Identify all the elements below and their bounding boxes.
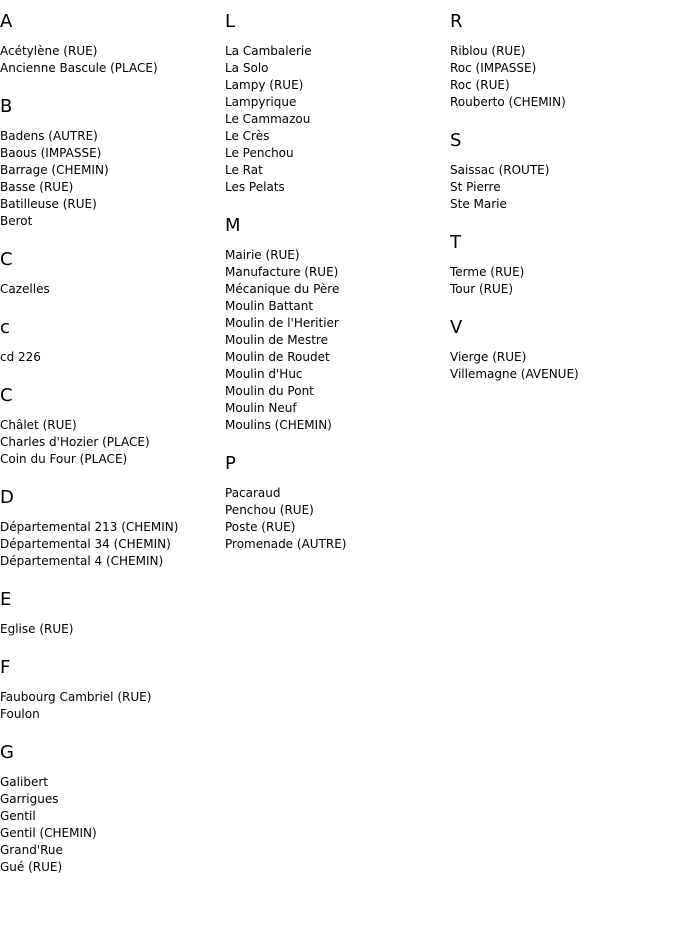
street-list (225, 485, 445, 553)
street-list (0, 689, 220, 723)
letter-heading: A (0, 11, 13, 32)
street-link[interactable]: Ancienne Bascule (PLACE) (0, 61, 158, 75)
letter-heading: T (450, 232, 461, 253)
street-link[interactable]: Moulin d'Huc (225, 367, 303, 381)
street-link[interactable]: Moulin de Mestre (225, 333, 328, 347)
street-link[interactable]: Riblou (RUE) (450, 44, 526, 58)
letter-section (0, 740, 220, 876)
street-link[interactable]: Moulin du Pont (225, 384, 314, 398)
letter-section (0, 485, 220, 570)
letter-heading: M (225, 215, 241, 236)
street-link[interactable]: Lampyrique (225, 95, 297, 109)
street-link[interactable]: Badens (AUTRE) (0, 129, 98, 143)
letter-section (0, 655, 220, 723)
street-link[interactable]: Roc (IMPASSE) (450, 61, 537, 75)
street-link[interactable]: Châlet (RUE) (0, 418, 77, 432)
letter-heading: B (0, 96, 13, 117)
street-link[interactable]: Villemagne (AVENUE) (450, 367, 579, 381)
street-list (0, 519, 220, 570)
letter-heading: P (225, 453, 236, 474)
street-link[interactable]: Mairie (RUE) (225, 248, 300, 262)
street-link[interactable]: La Cambalerie (225, 44, 312, 58)
street-link[interactable]: Promenade (AUTRE) (225, 537, 347, 551)
street-link[interactable]: Roc (RUE) (450, 78, 510, 92)
street-link[interactable]: Vierge (RUE) (450, 350, 527, 364)
street-link[interactable]: Basse (RUE) (0, 180, 74, 194)
letter-heading: C (0, 385, 13, 406)
letter-section (450, 9, 670, 111)
letter-heading: C (0, 249, 13, 270)
street-list (0, 43, 220, 77)
street-link[interactable]: Galibert (0, 775, 48, 789)
letter-heading: c (0, 317, 10, 338)
street-link[interactable]: Gué (RUE) (0, 860, 63, 874)
letter-section (0, 315, 220, 366)
letter-section (0, 94, 220, 230)
street-link[interactable]: Moulin Battant (225, 299, 314, 313)
street-list (450, 162, 670, 213)
street-list (450, 349, 670, 383)
street-link[interactable]: Le Penchou (225, 146, 294, 160)
street-link[interactable]: La Solo (225, 61, 269, 75)
street-link[interactable]: Mécanique du Père (225, 282, 340, 296)
street-link[interactable]: Terme (RUE) (450, 265, 525, 279)
street-index-column-1 (0, 9, 220, 893)
street-list (0, 281, 220, 298)
street-link[interactable]: Gentil (0, 809, 36, 823)
letter-heading: R (450, 11, 463, 32)
letter-section (225, 213, 445, 434)
street-link[interactable]: Pacaraud (225, 486, 281, 500)
street-index-column-2 (225, 9, 445, 570)
letter-heading: S (450, 130, 462, 151)
letter-heading: L (225, 11, 236, 32)
street-link[interactable]: Berot (0, 214, 33, 228)
street-link[interactable]: Eglise (RUE) (0, 622, 74, 636)
street-index-column-3 (450, 9, 670, 400)
street-link[interactable]: Moulin de l'Heritier (225, 316, 339, 330)
street-link[interactable]: Batilleuse (RUE) (0, 197, 97, 211)
street-list (0, 349, 220, 366)
street-link[interactable]: Moulin de Roudet (225, 350, 330, 364)
street-link[interactable]: Départemental 213 (CHEMIN) (0, 520, 179, 534)
street-link[interactable]: Charles d'Hozier (PLACE) (0, 435, 150, 449)
street-link[interactable]: Poste (RUE) (225, 520, 296, 534)
street-link[interactable]: Moulin Neuf (225, 401, 297, 415)
street-link[interactable]: Faubourg Cambriel (RUE) (0, 690, 152, 704)
letter-section (450, 230, 670, 298)
street-link[interactable]: Départemental 34 (CHEMIN) (0, 537, 171, 551)
street-list (0, 417, 220, 468)
street-link[interactable]: Penchou (RUE) (225, 503, 314, 517)
street-link[interactable]: Départemental 4 (CHEMIN) (0, 554, 164, 568)
street-link[interactable]: Les Pelats (225, 180, 285, 194)
street-link[interactable]: Cazelles (0, 282, 50, 296)
letter-section (225, 9, 445, 196)
street-link[interactable]: Baous (IMPASSE) (0, 146, 102, 160)
letter-section (0, 383, 220, 468)
street-link[interactable]: Grand'Rue (0, 843, 63, 857)
letter-heading: F (0, 657, 11, 678)
street-link[interactable]: Le Crès (225, 129, 270, 143)
letter-heading: V (450, 317, 463, 338)
street-list (225, 247, 445, 434)
street-link[interactable]: Saissac (ROUTE) (450, 163, 550, 177)
street-list (450, 264, 670, 298)
letter-section (450, 128, 670, 213)
street-link[interactable]: Foulon (0, 707, 40, 721)
letter-section (0, 587, 220, 638)
letter-section (0, 247, 220, 298)
street-list (0, 621, 220, 638)
letter-heading: G (0, 742, 14, 763)
street-link[interactable]: Le Rat (225, 163, 263, 177)
street-link[interactable]: Manufacture (RUE) (225, 265, 339, 279)
street-link[interactable]: St Pierre (450, 180, 501, 194)
street-link[interactable]: Tour (RUE) (450, 282, 514, 296)
street-list (450, 43, 670, 111)
street-link[interactable]: Garrigues (0, 792, 59, 806)
street-list (225, 43, 445, 196)
street-link[interactable]: cd 226 (0, 350, 41, 364)
street-list (0, 128, 220, 230)
street-link[interactable]: Moulins (CHEMIN) (225, 418, 332, 432)
letter-heading: E (0, 589, 12, 610)
letter-section (0, 9, 220, 77)
street-link[interactable]: Coin du Four (PLACE) (0, 452, 128, 466)
street-link[interactable]: Gentil (CHEMIN) (0, 826, 97, 840)
street-list (0, 774, 220, 876)
street-link[interactable]: Lampy (RUE) (225, 78, 304, 92)
letter-heading: D (0, 487, 14, 508)
street-link[interactable]: Rouberto (CHEMIN) (450, 95, 566, 109)
street-link[interactable]: Barrage (CHEMIN) (0, 163, 109, 177)
street-link[interactable]: Acétylène (RUE) (0, 44, 98, 58)
street-link[interactable]: Le Cammazou (225, 112, 311, 126)
letter-section (225, 451, 445, 553)
letter-section (450, 315, 670, 383)
street-link[interactable]: Ste Marie (450, 197, 507, 211)
